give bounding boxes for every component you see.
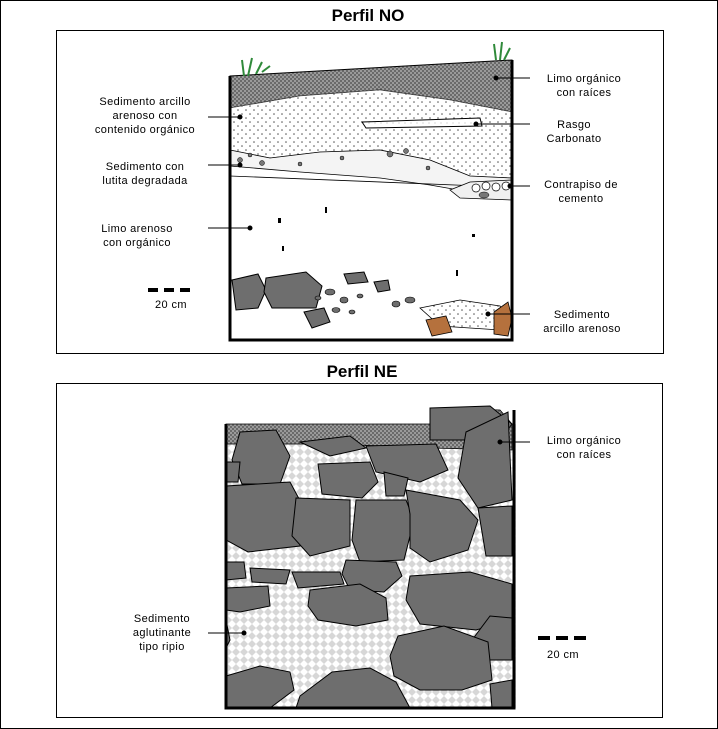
boulder <box>264 272 322 308</box>
profile-ne-scale-bar <box>538 636 586 640</box>
scale-label-ne: 20 cm <box>547 649 579 661</box>
label-organic-silt-no: Limo orgánico con raíces <box>546 73 622 99</box>
label-sandy-clay-organic: Sedimento arcillo arenoso con contenido orgánico <box>94 96 196 136</box>
label-ripio: Sedimento aglutinante tipo ripio <box>132 613 192 653</box>
boulder <box>232 274 266 310</box>
boulder <box>304 308 330 328</box>
profile-no-title: Perfil NO <box>331 6 405 25</box>
label-organic-silt-ne: Limo orgánico con raíces <box>546 435 622 461</box>
boulder <box>344 272 368 284</box>
label-carbonate: Rasgo Carbonato <box>546 119 602 145</box>
profile-no-section <box>230 42 512 340</box>
scale-label-no: 20 cm <box>155 299 187 311</box>
label-cement: Contrapiso de cemento <box>544 179 618 205</box>
label-sandy-clay: Sedimento arcillo arenoso <box>543 309 621 335</box>
profile-ne-title: Perfil NE <box>326 362 398 381</box>
label-lutite: Sedimento con lutita degradada <box>102 161 188 187</box>
boulder <box>374 280 390 292</box>
profile-ne-section <box>226 406 516 708</box>
label-sandy-silt: Limo arenoso con orgánico <box>101 223 173 249</box>
profile-no-scale-bar <box>148 288 190 292</box>
